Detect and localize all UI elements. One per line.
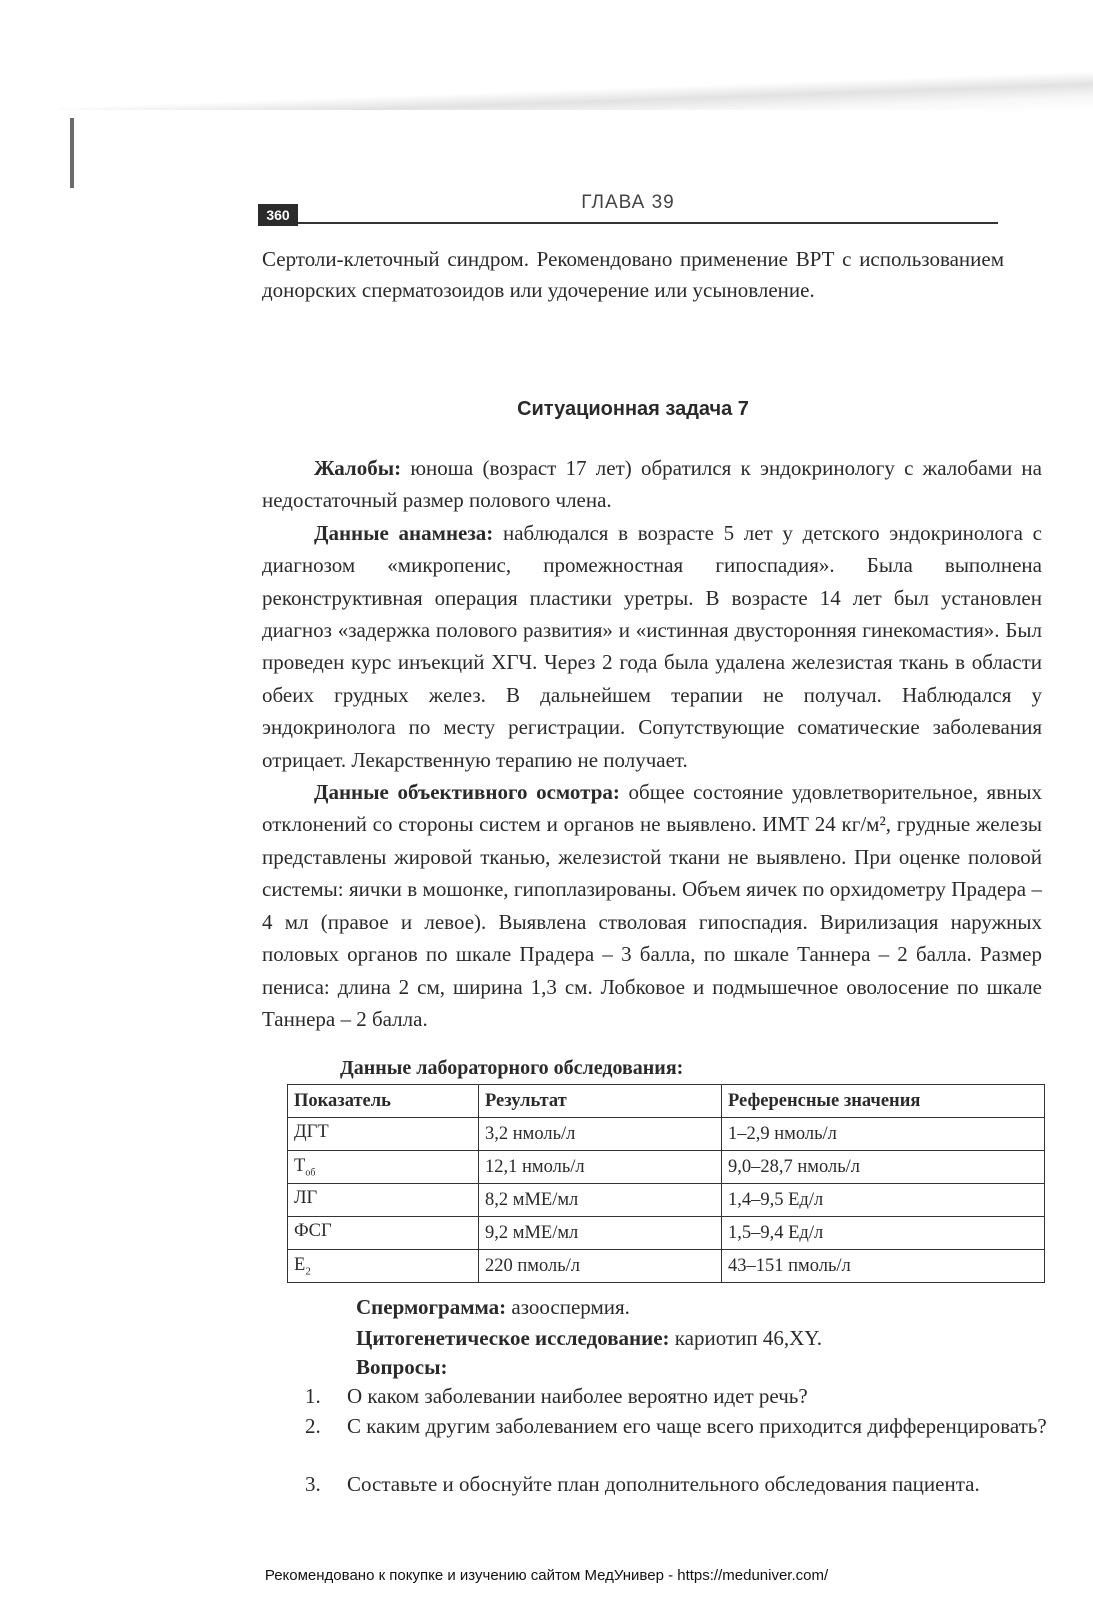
examination-paragraph [262,776,1042,1035]
cell-indicator: ДГТ [288,1118,479,1151]
anamnesis-paragraph [262,517,1042,776]
spermogram-line [356,1292,1056,1323]
task-title: Ситуационная задача 7 [517,398,749,420]
page-shadow [60,60,1093,110]
cell-result: 220 пмоль/л [479,1250,722,1283]
table-row [288,1151,1045,1184]
complaints-label: Жалобы: [314,456,402,480]
cell-reference: 9,0–28,7 нмоль/л [722,1151,1045,1184]
continuation-paragraph: Сертоли-клеточный синдром. Рекомендовано применение ВРТ с использованием донорских сперматозоидов или удочерение или усыновление. [262,247,1004,302]
cell-indicator: $Е_2$ [288,1250,479,1283]
anamnesis-text: наблюдался в возрасте 5 лет у детского эндокринолога с диагнозом «микропенис, промежностная гипоспадия». Была выполнена реконструктивная операция пластики уретры. В возрасте 14 лет был установлен диагноз «задержка полового развития» и «истинная двусторонняя гинекомастия». Был проведен курс инъекций ХГЧ. Через 2 года была удалена железистая ткань в области обеих грудных желез. В дальнейшем терапии не получал. Наблюдался у эндокринолога по месту регистрации. Сопутствующие соматические заболевания отрицает. Лекарственную терапию не получает. [262,520,1042,772]
table-row [288,1250,1045,1283]
cell-reference: 1,5–9,4 Ед/л [722,1217,1045,1250]
cell-result: 3,2 нмоль/л [479,1118,722,1151]
table-row [288,1118,1045,1151]
table-header-row [288,1085,1045,1118]
header-indicator: Показатель [288,1085,479,1118]
question-3: 3. Составьте и обоснуйте план дополнительного обследования пациента. [305,1472,980,1496]
cell-reference: 1,4–9,5 Ед/л [722,1184,1045,1217]
spermogram-text: азооспермия. [506,1295,630,1319]
header-result: Результат [479,1085,722,1118]
question-2: 2. С каким другим заболеванием его чаще всего приходится дифференцировать? [305,1414,1047,1438]
lab-table [287,1084,1045,1283]
examination-label: Данные объективного осмотра: [314,780,620,805]
footer-note: Рекомендовано к покупке и изучению сайтом МедУнивер - https://meduniver.com/ [264,1567,829,1584]
cell-reference: 43–151 пмоль/л [722,1250,1045,1283]
table-row [288,1217,1045,1250]
examination-text: общее состояние удовлетворительное, явных отклонений со стороны систем и органов не выявлено. ИМТ 24 кг/м², грудные железы представлены жировой тканью, железистой ткани не выявлено. При оценке половой системы: яички в мошонке, гипоплазированы. Объем яичек по орхидометру Прадера – 4 мл (правое и левое). Выявлена стволовая гипоспадия. Вирилизация наружных половых органов по шкале Прадера – 3 балла, по шкале Таннера – 2 балла. Размер пениса: длина 2 см, ширина 1,3 см. Лобковое и подмышечное оволосение по шкале Таннера – 2 балла. [262,780,1042,1031]
complaints-text: юноша (возраст 17 лет) обратился к эндокринологу с жалобами на недостаточный размер полового члена. [262,456,1042,513]
spermogram-label: Спермограмма: [356,1295,507,1319]
page-edge [70,118,74,188]
lab-title: Данные лабораторного обследования: [340,1057,684,1079]
question-1: 1. О каком заболевании наиболее вероятно идет речь? [305,1384,808,1408]
cell-indicator: ФСГ [288,1217,479,1250]
anamnesis-label: Данные анамнеза: [314,520,494,545]
page-number: 360 [258,204,298,226]
questions-label: Вопросы: [356,1355,448,1379]
table-row [288,1184,1045,1217]
cell-reference: 1–2,9 нмоль/л [722,1118,1045,1151]
header-reference: Референсные значения [722,1085,1045,1118]
cytogenetic-text: кариотип 46,XY. [669,1326,822,1350]
page-header [258,192,998,226]
complaints-paragraph [262,452,1042,517]
cytogenetic-line [356,1323,1056,1354]
cytogenetic-label: Цитогенетическое исследование: [356,1326,670,1350]
cell-indicator: ЛГ [288,1184,479,1217]
case-body [262,452,1042,1035]
chapter-title: ГЛАВА 39 [581,192,675,213]
header-rule [298,222,998,224]
cell-indicator: $Т_{об}$ [288,1151,479,1184]
cell-result: 9,2 мМЕ/мл [479,1217,722,1250]
cell-result: 12,1 нмоль/л [479,1151,722,1184]
cell-result: 8,2 мМЕ/мл [479,1184,722,1217]
